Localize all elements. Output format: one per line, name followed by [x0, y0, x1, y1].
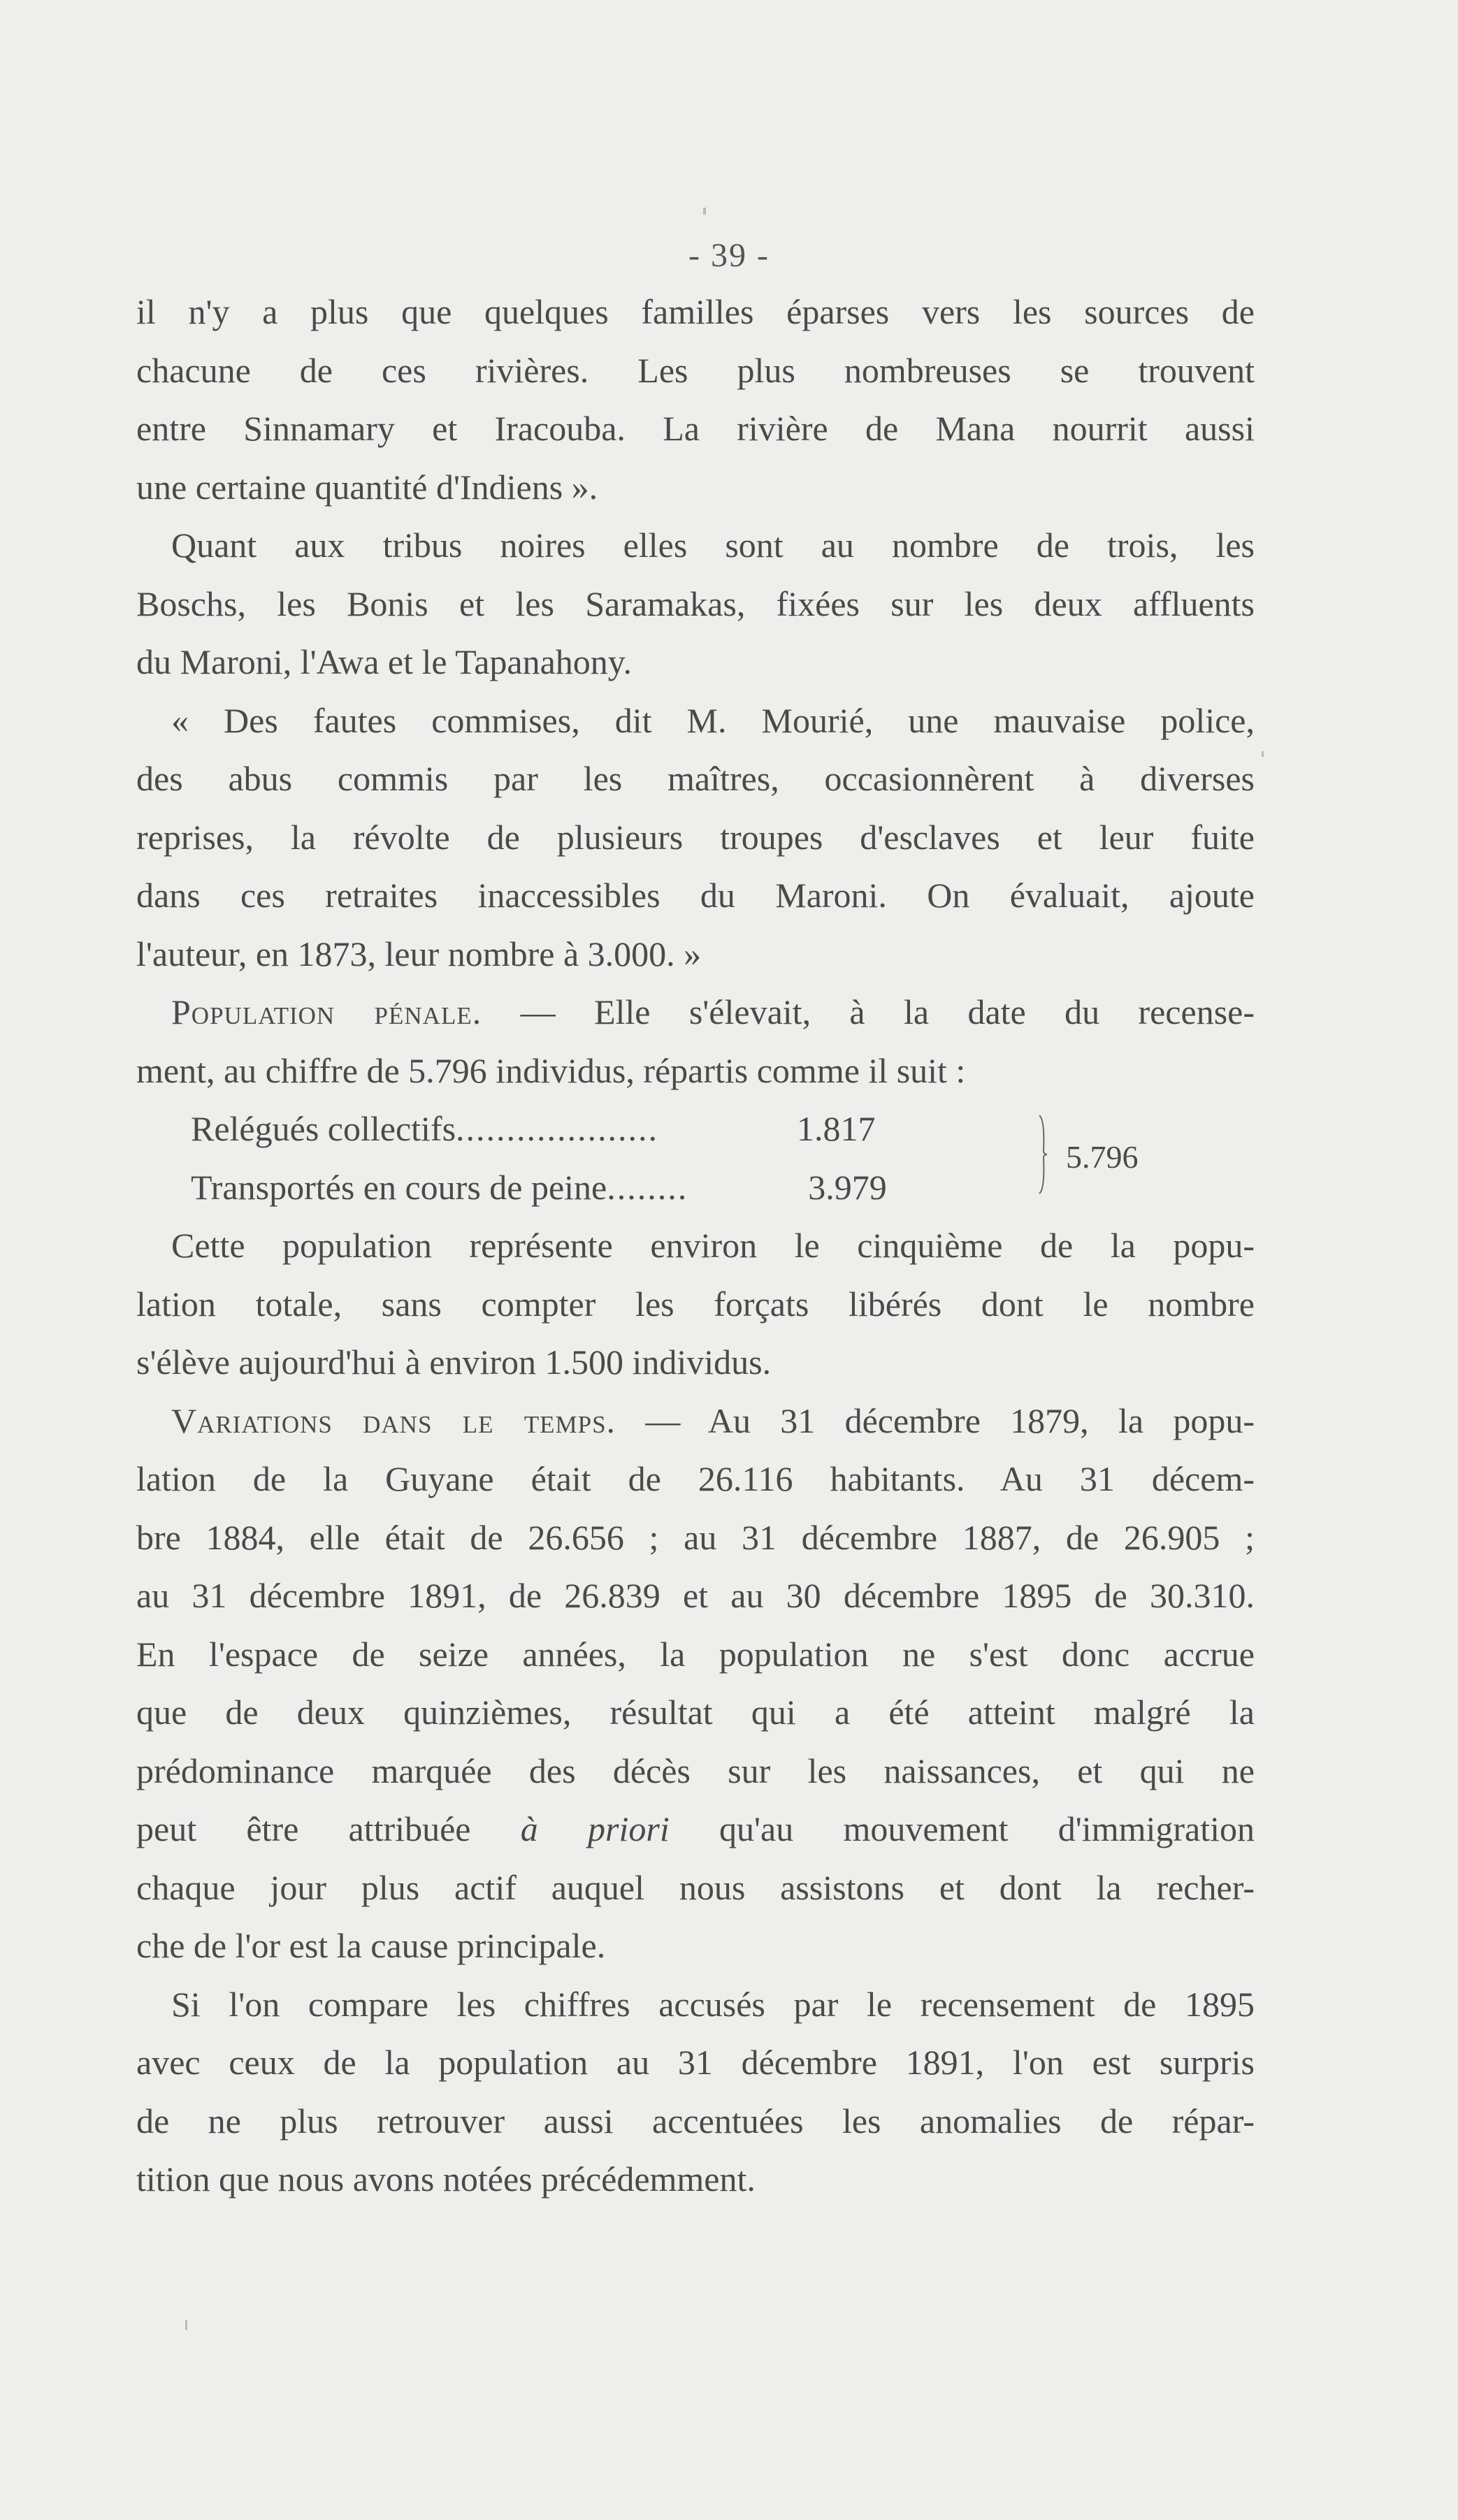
paper-speck: [185, 2320, 187, 2330]
text-line: reprises, la révolte de plusieurs troupes d'esclaves et leur fuite: [136, 817, 1255, 857]
table-total: 5.796: [1066, 1139, 1139, 1175]
italic-run: à priori: [520, 1809, 670, 1848]
text-line: chacune de ces rivières. Les plus nombreuses se trouvent: [136, 350, 1255, 390]
paper-speck: [703, 208, 706, 215]
row-label: Transportés en cours de peine: [191, 1167, 607, 1207]
text-line: lation totale, sans compter les forçats libérés dont le nombre: [136, 1284, 1255, 1324]
text-line: [136, 983, 1255, 1042]
paper-speck: [1262, 751, 1264, 757]
text-line: [136, 1392, 1255, 1451]
text-run: — Elle s'élevait, à la date du recense-: [482, 992, 1255, 1031]
text-line: des abus commis par les maîtres, occasionnèrent à diverses: [136, 759, 1255, 798]
text-line: prédominance marquée des décès sur les naissances, et qui ne: [136, 1751, 1255, 1790]
row-value: 1.817: [797, 1109, 876, 1148]
text-line: s'élève aujourd'hui à environ 1.500 individus.: [136, 1342, 772, 1382]
table-row: [191, 1100, 876, 1159]
text-line: Cette population représente environ le cinquième de la popu-: [171, 1226, 1255, 1265]
row-label: Relégués collectifs: [191, 1109, 456, 1148]
text-line: Quant aux tribus noires elles sont au nombre de trois, les: [171, 526, 1255, 565]
row-leader-dots: ....................: [456, 1109, 659, 1148]
text-line: [136, 1800, 1255, 1859]
text-line: au 31 décembre 1891, de 26.839 et au 30 décembre 1895 de 30.310.: [136, 1576, 1255, 1615]
text-line: de ne plus retrouver aussi accentuées les anomalies de répar-: [136, 2101, 1255, 2141]
population-table: [136, 1100, 1255, 1217]
text-line: dans ces retraites inaccessibles du Maroni. On évaluait, ajoute: [136, 876, 1255, 915]
text-line: il n'y a plus que quelques familles éparses vers les sources de: [136, 292, 1255, 331]
text-run: peut être attribuée: [136, 1809, 521, 1848]
text-line: En l'espace de seize années, la population ne s'est donc accrue: [136, 1634, 1255, 1674]
text-line: lation de la Guyane était de 26.116 habitants. Au 31 décem-: [136, 1459, 1255, 1498]
text-line: « Des fautes commises, dit M. Mourié, une mauvaise police,: [171, 700, 1255, 740]
row-leader-dots: ........: [607, 1167, 688, 1207]
text-line: entre Sinnamary et Iracouba. La rivière de Mana nourrit aussi: [136, 409, 1255, 448]
text-line: une certaine quantité d'Indiens ».: [136, 467, 598, 507]
text-line: tition que nous avons notées précédemment.: [136, 2159, 756, 2199]
text-line: Boschs, les Bonis et les Saramakas, fixées sur les deux affluents: [136, 584, 1255, 623]
text-line: avec ceux de la population au 31 décembre 1891, l'on est surpris: [136, 2043, 1255, 2082]
page-number: - 39 -: [688, 237, 770, 274]
text-line: che de l'or est la cause principale.: [136, 1926, 606, 1965]
text-line: bre 1884, elle était de 26.656 ; au 31 décembre 1887, de 26.905 ;: [136, 1517, 1255, 1557]
text-run: — Au 31 décembre 1879, la popu-: [616, 1400, 1255, 1440]
body-text: [136, 283, 1255, 2209]
text-run: qu'au mouvement d'immigration: [669, 1809, 1255, 1848]
text-line: chaque jour plus actif auquel nous assistons et dont la recher-: [136, 1867, 1255, 1907]
section-heading: Population pénale.: [171, 992, 482, 1031]
text-line: ment, au chiffre de 5.796 individus, répartis comme il suit :: [136, 1050, 966, 1090]
text-line: l'auteur, en 1873, leur nombre à 3.000. »: [136, 934, 702, 973]
text-line: que de deux quinzièmes, résultat qui a été atteint malgré la: [136, 1693, 1255, 1732]
text-line: du Maroni, l'Awa et le Tapanahony.: [136, 642, 633, 681]
section-heading: Variations dans le temps.: [171, 1400, 616, 1440]
table-row: [191, 1159, 887, 1217]
brace-icon: [1038, 1113, 1048, 1196]
text-line: Si l'on compare les chiffres accusés par le recensement de 1895: [171, 1984, 1255, 2024]
row-value: 3.979: [808, 1167, 887, 1207]
